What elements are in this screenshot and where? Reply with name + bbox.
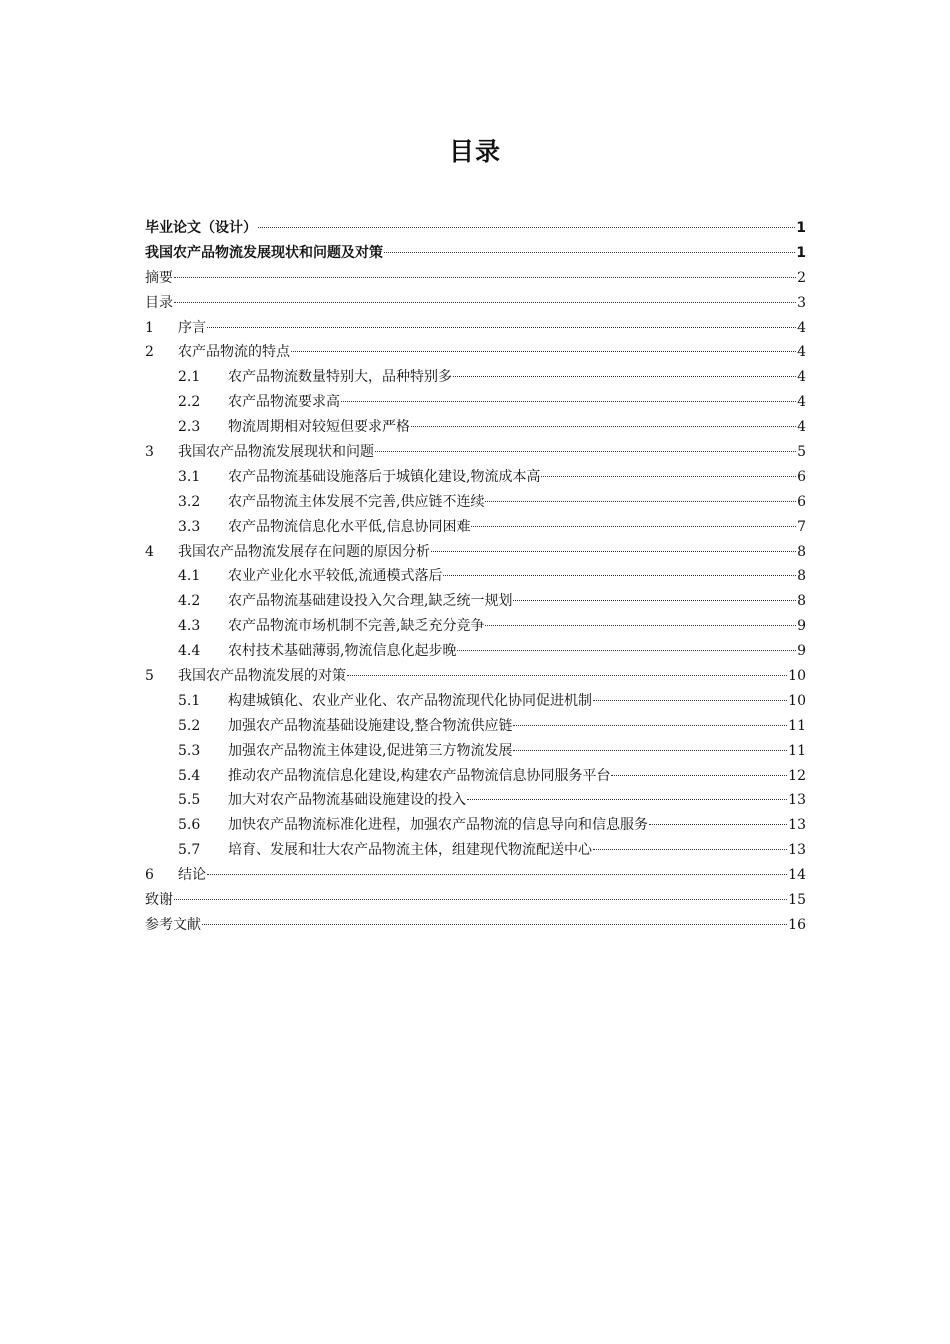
dot-leader [443, 574, 796, 576]
dot-leader [541, 475, 796, 477]
toc-entry[interactable] [145, 540, 806, 565]
toc-entry-page-number: 5 [797, 444, 806, 461]
toc-entry[interactable] [145, 913, 806, 938]
toc-entry[interactable] [145, 440, 806, 465]
toc-entry-page-number: 2 [797, 269, 806, 286]
toc-entry-label: 结论 [178, 867, 206, 884]
toc-entry-number: 2 [145, 344, 154, 361]
toc-entry-page-number: 13 [788, 817, 806, 834]
toc-entry-page-number: 6 [797, 468, 806, 485]
dot-leader [411, 425, 796, 427]
toc-entry-page-number: 8 [797, 593, 806, 610]
toc-entry-page-number: 4 [797, 319, 806, 336]
dot-leader [611, 774, 787, 776]
toc-entry-label: 农产品物流信息化水平低,信息协同困难 [228, 518, 471, 535]
dot-leader [467, 798, 787, 800]
toc-entry-label: 参考文献 [145, 916, 201, 933]
toc-entry[interactable] [145, 216, 806, 241]
toc-entry[interactable] [145, 863, 806, 888]
dot-leader [384, 251, 795, 253]
dot-leader [485, 624, 796, 626]
toc-entry-page-number: 10 [788, 692, 806, 709]
toc-entry[interactable] [145, 714, 806, 739]
dot-leader [202, 923, 787, 925]
toc-entry-label: 我国农产品物流发展现状和问题及对策 [145, 244, 383, 261]
toc-entry-page-number: 9 [797, 643, 806, 660]
toc-entry-label: 农产品物流基础建设投入欠合理,缺乏统一规划 [228, 593, 513, 610]
toc-entry[interactable] [145, 241, 806, 266]
dot-leader [593, 848, 787, 850]
toc-entry-number: 4.1 [178, 568, 201, 585]
toc-entry-page-number: 4 [797, 419, 806, 436]
dot-leader [347, 674, 787, 676]
toc-entry[interactable] [145, 390, 806, 415]
toc-entry-number: 2.3 [178, 419, 201, 436]
toc-entry-label: 我国农产品物流发展的对策 [178, 668, 346, 685]
dot-leader [513, 599, 796, 601]
dot-leader [174, 276, 796, 278]
toc-entry-page-number: 13 [788, 842, 806, 859]
dot-leader [258, 226, 795, 228]
toc-entry-label: 农产品物流基础设施落后于城镇化建设,物流成本高 [228, 468, 541, 485]
toc-entry-label: 农产品物流的特点 [178, 344, 290, 361]
toc-entry-page-number: 8 [797, 543, 806, 560]
toc-entry-label: 农产品物流主体发展不完善,供应链不连续 [228, 493, 485, 510]
toc-entry-page-number: 6 [797, 493, 806, 510]
toc-entry-number: 5.2 [178, 717, 201, 734]
dot-leader [485, 500, 796, 502]
toc-entry-page-number: 8 [797, 568, 806, 585]
toc-entry-number: 3.1 [178, 468, 201, 485]
dot-leader [431, 550, 796, 552]
toc-entry-label: 序言 [178, 319, 206, 336]
toc-entry-number: 3.3 [178, 518, 201, 535]
toc-entry-number: 1 [145, 319, 154, 336]
toc-entry[interactable] [145, 589, 806, 614]
toc-entry-label: 推动农产品物流信息化建设,构建农产品物流信息协同服务平台 [228, 767, 611, 784]
toc-entry-number: 5.4 [178, 767, 201, 784]
toc-entry-page-number: 10 [788, 668, 806, 685]
toc-entry-label: 物流周期相对较短但要求严格 [228, 419, 410, 436]
toc-entry-label: 我国农产品物流发展存在问题的原因分析 [178, 543, 430, 560]
toc-entry-label: 加强农产品物流主体建设,促进第三方物流发展 [228, 742, 513, 759]
toc-entry[interactable] [145, 515, 806, 540]
toc-entry-label: 我国农产品物流发展现状和问题 [178, 444, 374, 461]
table-of-contents [145, 216, 806, 938]
toc-entry-number: 2.2 [178, 394, 201, 411]
dot-leader [207, 326, 796, 328]
toc-entry[interactable] [145, 415, 806, 440]
toc-entry-number: 2.1 [178, 369, 201, 386]
toc-entry[interactable] [145, 316, 806, 341]
toc-entry-label: 农业产业化水平较低,流通模式落后 [228, 568, 443, 585]
toc-entry[interactable] [145, 838, 806, 863]
toc-entry-page-number: 16 [788, 916, 806, 933]
toc-entry-number: 3.2 [178, 493, 201, 510]
toc-entry-label: 毕业论文（设计） [145, 220, 257, 236]
toc-entry-number: 5.5 [178, 792, 201, 809]
dot-leader [375, 450, 796, 452]
toc-entry-label: 农产品物流市场机制不完善,缺乏充分竞争 [228, 618, 485, 635]
toc-entry-page-number: 1 [796, 220, 806, 236]
toc-entry-label: 加强农产品物流基础设施建设,整合物流供应链 [228, 717, 513, 734]
toc-entry-label: 加快农产品物流标准化进程，加强农产品物流的信息导向和信息服务 [228, 817, 648, 834]
toc-entry-label: 农村技术基础薄弱,物流信息化起步晚 [228, 643, 457, 660]
dot-leader [457, 649, 796, 651]
dot-leader [174, 301, 796, 303]
toc-entry-page-number: 4 [797, 369, 806, 386]
dot-leader [593, 699, 787, 701]
toc-entry[interactable] [145, 564, 806, 589]
toc-entry-number: 5.1 [178, 692, 201, 709]
toc-title: 目录 [448, 137, 501, 166]
toc-entry-number: 3 [145, 444, 154, 461]
toc-entry-number: 5.7 [178, 842, 201, 859]
dot-leader [341, 400, 796, 402]
toc-entry-number: 4.2 [178, 593, 201, 610]
toc-entry-page-number: 4 [797, 394, 806, 411]
toc-entry-page-number: 14 [788, 867, 806, 884]
toc-entry-label: 目录 [145, 294, 173, 311]
toc-entry[interactable] [145, 465, 806, 490]
dot-leader [471, 525, 796, 527]
toc-entry[interactable] [145, 888, 806, 913]
toc-entry-page-number: 12 [788, 767, 806, 784]
toc-entry[interactable] [145, 689, 806, 714]
dot-leader [453, 375, 796, 377]
toc-entry[interactable] [145, 739, 806, 764]
toc-entry-label: 致谢 [145, 892, 173, 909]
toc-entry[interactable] [145, 490, 806, 515]
toc-entry[interactable] [145, 614, 806, 639]
dot-leader [291, 350, 796, 352]
toc-entry-number: 6 [145, 867, 154, 884]
toc-entry-label: 加大对农产品物流基础设施建设的投入 [228, 792, 466, 809]
toc-entry-number: 5.6 [178, 817, 201, 834]
toc-entry-number: 5.3 [178, 742, 201, 759]
toc-entry[interactable] [145, 813, 806, 838]
dot-leader [513, 724, 787, 726]
toc-entry[interactable] [145, 664, 806, 689]
toc-entry-page-number: 4 [797, 344, 806, 361]
toc-entry-page-number: 11 [788, 717, 806, 734]
toc-entry-number: 4.4 [178, 643, 201, 660]
dot-leader [174, 898, 787, 900]
toc-entry-label: 摘要 [145, 269, 173, 286]
toc-entry-page-number: 7 [797, 518, 806, 535]
toc-entry[interactable] [145, 340, 806, 365]
toc-entry-label: 培育、发展和壮大农产品物流主体，组建现代物流配送中心 [228, 842, 592, 859]
toc-entry[interactable] [145, 788, 806, 813]
dot-leader [513, 749, 787, 751]
dot-leader [649, 823, 787, 825]
toc-entry-page-number: 1 [796, 244, 806, 261]
toc-entry-label: 农产品物流数量特别大，品种特别多 [228, 369, 452, 386]
toc-entry[interactable] [145, 365, 806, 390]
toc-entry-page-number: 9 [797, 618, 806, 635]
toc-entry-number: 5 [145, 668, 154, 685]
toc-entry-page-number: 3 [797, 294, 806, 311]
toc-entry-label: 构建城镇化、农业产业化、农产品物流现代化协同促进机制 [228, 692, 592, 709]
toc-entry-page-number: 11 [788, 742, 806, 759]
toc-entry[interactable] [145, 291, 806, 316]
toc-entry[interactable] [145, 266, 806, 291]
toc-entry[interactable] [145, 764, 806, 789]
toc-entry-page-number: 13 [788, 792, 806, 809]
toc-entry-label: 农产品物流要求高 [228, 394, 340, 411]
dot-leader [207, 873, 787, 875]
toc-entry-page-number: 15 [788, 892, 806, 909]
toc-entry-number: 4.3 [178, 618, 201, 635]
toc-entry-number: 4 [145, 543, 154, 560]
toc-entry[interactable] [145, 639, 806, 664]
